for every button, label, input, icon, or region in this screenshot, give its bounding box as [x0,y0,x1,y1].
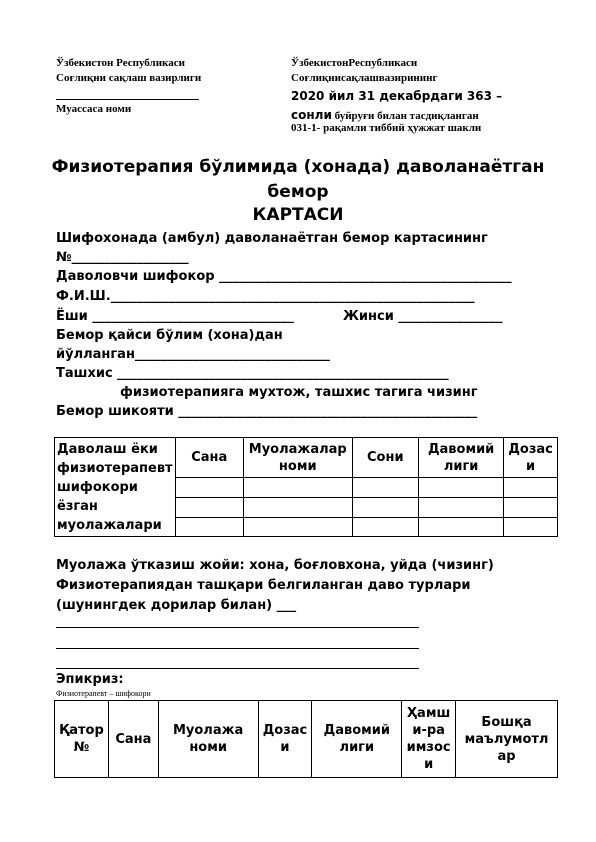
approval-order-number: сонли [291,108,332,122]
age-field: Ёши _______________________________ [56,309,294,324]
title-line-3: КАРТАСИ [252,205,344,225]
complaint-field: Бемор шикояти ______________________________________________ [56,404,478,419]
col-procedure-name: Муолажа номи [158,701,258,778]
attending-doctor-field: Даволовчи шифокор _____________________________________________ [56,269,512,284]
approval-ministry: Соғлиқнисақлашвазирининг [291,72,438,84]
col-row-number: Қатор № [55,701,109,778]
institution-label: Муассаса номи [56,103,132,115]
col-nurse-signature: Ҳамш и-ра имзос и [402,701,456,778]
sex-field: Жинси ________________ [343,309,503,324]
col-other-info: Бошқа маълумотл ар [456,701,558,778]
full-name-field: Ф.И.Ш.________________________________________________________ [56,289,475,304]
blank-line [56,648,419,649]
other-treatments-line-2: (шунингдек дорилар билан) ___ [56,598,297,613]
blank-line [56,668,419,669]
col-procedure-name: Муолажалар номи [243,438,352,478]
ministry-country: Ўзбекистон Республикаси [56,57,185,69]
title-line-2: бемор [267,182,329,202]
col-date: Сана [108,701,158,778]
col-count: Сони [352,438,418,478]
physiotherapist-note: Физиотерапевт – шифокори [56,689,151,698]
col-dose: Дозас и [258,701,312,778]
col-duration: Давомий лиги [312,701,402,778]
prescriptions-table [54,437,558,537]
approval-order-text: буйруғи билан тасдиқланган [331,110,479,122]
blank-line [56,627,419,628]
epicrisis-label: Эпикриз: [56,672,124,687]
other-treatments-line-1: Физиотерапиядан ташқари белгиланган даво турлари [56,578,471,593]
card-line: Шифохонада (амбул) даволанаётган бемор картасининг [56,231,488,246]
procedure-place: Муолажа ўтказиш жойи: хона, боғловхона, уйда (чизинг) [56,558,494,573]
col-duration: Давомий лиги [419,438,504,478]
approval-date: 2020 йил 31 декабрдаги 363 – [291,89,503,103]
referral-department-field: йўлланган______________________________ [56,347,330,362]
card-number-field: №__________________ [56,250,189,265]
diagnosis-field: Ташхис ___________________________________________________ [56,366,449,381]
institution-blank-line [56,99,199,100]
diagnosis-note: физиотерапияга мухтож, ташхис тагига чизинг [120,385,478,400]
form-code: 031-1- рақамли тиббий ҳужжат шакли [291,122,482,134]
prescribed-procedures-header: Даволаш ёки физиотерапевт шифокори ёзган муолажалари [55,438,176,537]
approval-country: ЎзбекистонРеспубликаси [291,57,418,69]
col-dose: Дозас и [504,438,558,478]
procedures-log-table [54,700,558,778]
title-line-1: Физиотерапия бўлимида (хонада) даволанаётган [51,157,545,177]
ministry-name: Соғлиқни сақлаш вазирлиги [56,72,202,84]
col-date: Сана [175,438,243,478]
referral-department-label: Бемор қайси бўлим (хона)дан [56,328,283,343]
